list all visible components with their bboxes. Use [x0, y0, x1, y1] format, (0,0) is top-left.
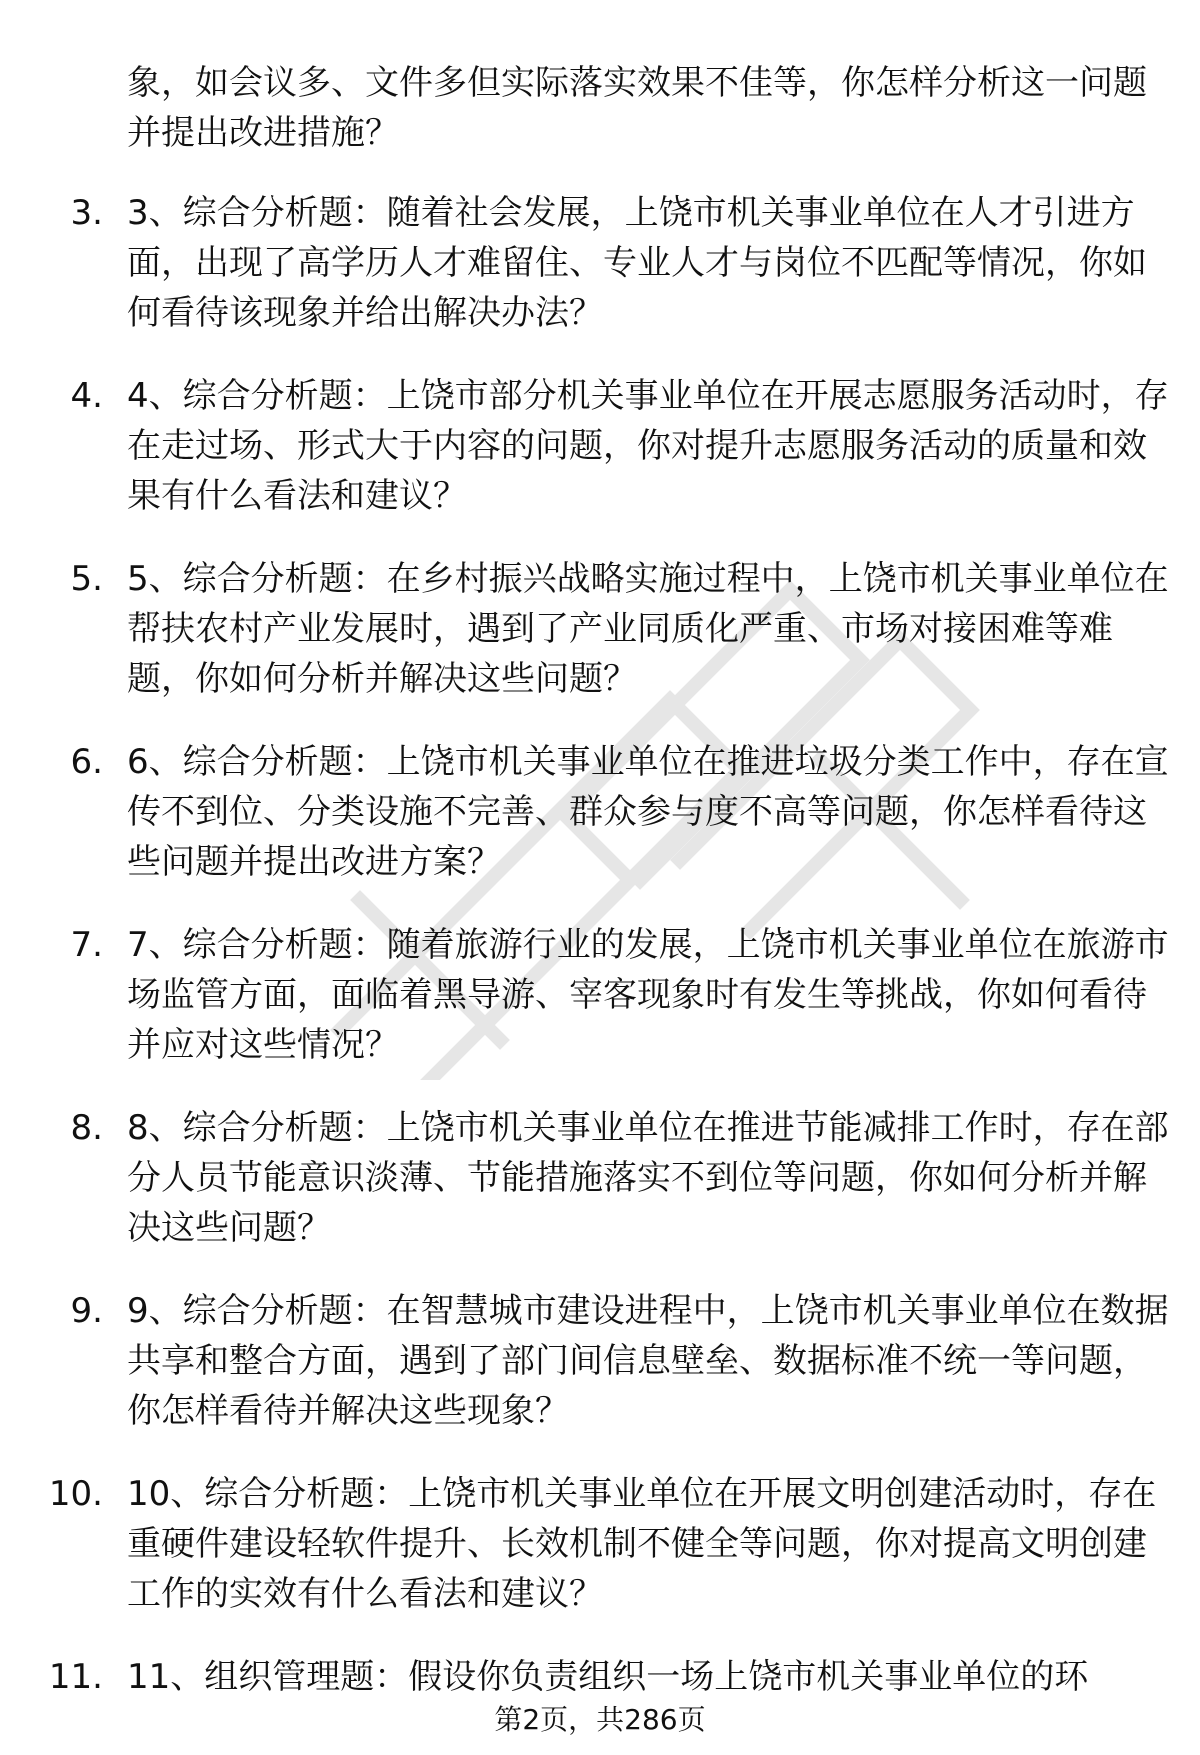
list-item-number: 7. — [70, 925, 103, 965]
list-item-text: 7、综合分析题：随着旅游行业的发展，上饶市机关事业单位在旅游市场监管方面，面临着黑导游、宰客现象时有发生等挑战，你如何看待并应对这些情况？ — [127, 925, 1169, 1065]
list-item — [0, 554, 1200, 704]
list-item — [0, 1103, 1200, 1253]
list-item-number: 4. — [70, 376, 103, 416]
list-item-text: 3、综合分析题：随着社会发展，上饶市机关事业单位在人才引进方面，出现了高学历人才难留住、专业人才与岗位不匹配等情况，你如何看待该现象并给出解决办法？ — [127, 193, 1147, 333]
list-item — [0, 1652, 1200, 1702]
page-number-label: 第2页，共286页 — [494, 1703, 706, 1736]
list-item-text: 11、组织管理题：假设你负责组织一场上饶市机关事业单位的环 — [127, 1657, 1089, 1697]
list-item-number: 9. — [70, 1291, 103, 1331]
list-item-number: 8. — [70, 1108, 103, 1148]
list-item-text: 9、综合分析题：在智慧城市建设进程中，上饶市机关事业单位在数据共享和整合方面，遇到了部门间信息壁垒、数据标准不统一等问题，你怎样看待并解决这些现象？ — [127, 1291, 1169, 1431]
list-item-number: 10. — [48, 1474, 103, 1514]
question-list — [0, 188, 1200, 1735]
list-item — [0, 1286, 1200, 1436]
list-item — [0, 188, 1200, 338]
page-footer — [0, 1700, 1200, 1740]
list-item-number: 5. — [70, 559, 103, 599]
continuation-text: 象，如会议多、文件多但实际落实效果不佳等，你怎样分析这一问题并提出改进措施？ — [127, 63, 1147, 153]
list-item-text: 6、综合分析题：上饶市机关事业单位在推进垃圾分类工作中，存在宣传不到位、分类设施不完善、群众参与度不高等问题，你怎样看待这些问题并提出改进方案？ — [127, 742, 1169, 882]
list-item-number: 11. — [48, 1657, 103, 1697]
list-item — [0, 920, 1200, 1070]
list-item-text: 8、综合分析题：上饶市机关事业单位在推进节能减排工作时，存在部分人员节能意识淡薄、节能措施落实不到位等问题，你如何分析并解决这些问题？ — [127, 1108, 1169, 1248]
list-item-text: 4、综合分析题：上饶市部分机关事业单位在开展志愿服务活动时，存在走过场、形式大于内容的问题，你对提升志愿服务活动的质量和效果有什么看法和建议？ — [127, 376, 1169, 516]
list-item-text: 5、综合分析题：在乡村振兴战略实施过程中，上饶市机关事业单位在帮扶农村产业发展时，遇到了产业同质化严重、市场对接困难等难题，你如何分析并解决这些问题？ — [127, 559, 1169, 699]
list-item — [0, 1469, 1200, 1619]
list-item-number: 3. — [70, 193, 103, 233]
list-item — [0, 371, 1200, 521]
list-item — [0, 737, 1200, 887]
list-item-text: 10、综合分析题：上饶市机关事业单位在开展文明创建活动时，存在重硬件建设轻软件提升、长效机制不健全等问题，你对提高文明创建工作的实效有什么看法和建议？ — [127, 1474, 1157, 1614]
list-item-number: 6. — [70, 742, 103, 782]
